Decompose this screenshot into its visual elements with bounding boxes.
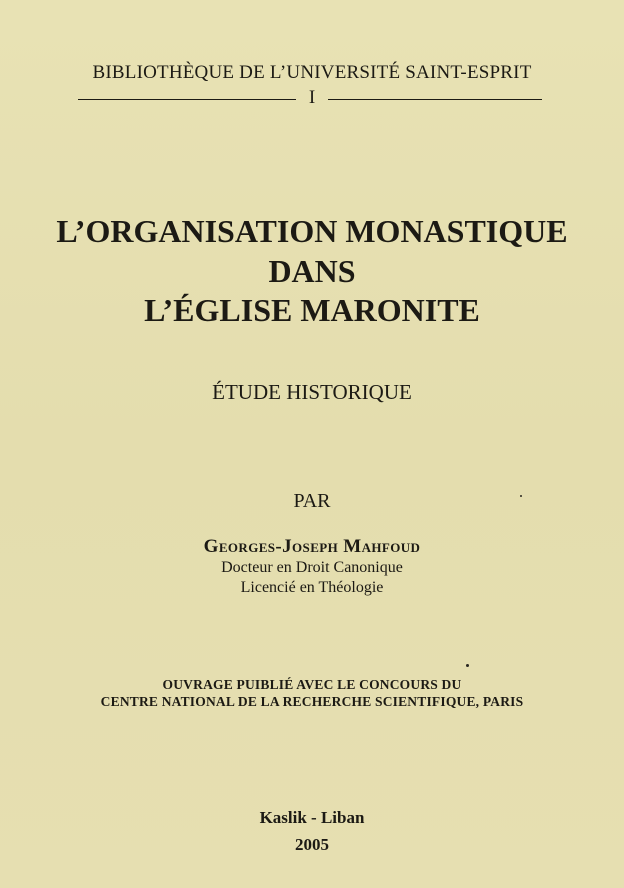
imprint-year: 2005	[295, 835, 329, 854]
title-line-2: DANS	[268, 253, 356, 289]
series-rule	[0, 87, 624, 111]
title-line-3: L’ÉGLISE MARONITE	[144, 292, 480, 328]
publication-note-line-1: OUVRAGE PUIBLIÉ AVEC LE CONCOURS DU	[162, 677, 462, 692]
rule-right	[328, 99, 542, 100]
paper-speck	[466, 664, 469, 667]
publication-note-line-2: CENTRE NATIONAL DE LA RECHERCHE SCIENTIFIQUE, PARIS	[100, 694, 524, 709]
rule-left	[78, 99, 296, 100]
by-label: PAR	[293, 490, 331, 512]
series-name: BIBLIOTHÈQUE DE L’UNIVERSITÉ SAINT-ESPRIT	[92, 62, 532, 83]
author-name: Georges-Joseph Mahfoud	[203, 536, 421, 557]
volume-number: I	[308, 87, 316, 108]
author-degree-2: Licencié en Théologie	[240, 579, 384, 596]
title-line-1: L’ORGANISATION MONASTIQUE	[56, 213, 568, 249]
paper-speck	[520, 495, 522, 497]
subtitle: ÉTUDE HISTORIQUE	[212, 380, 412, 404]
author-degree-1: Docteur en Droit Canonique	[221, 559, 403, 576]
imprint-place: Kaslik - Liban	[259, 808, 365, 827]
